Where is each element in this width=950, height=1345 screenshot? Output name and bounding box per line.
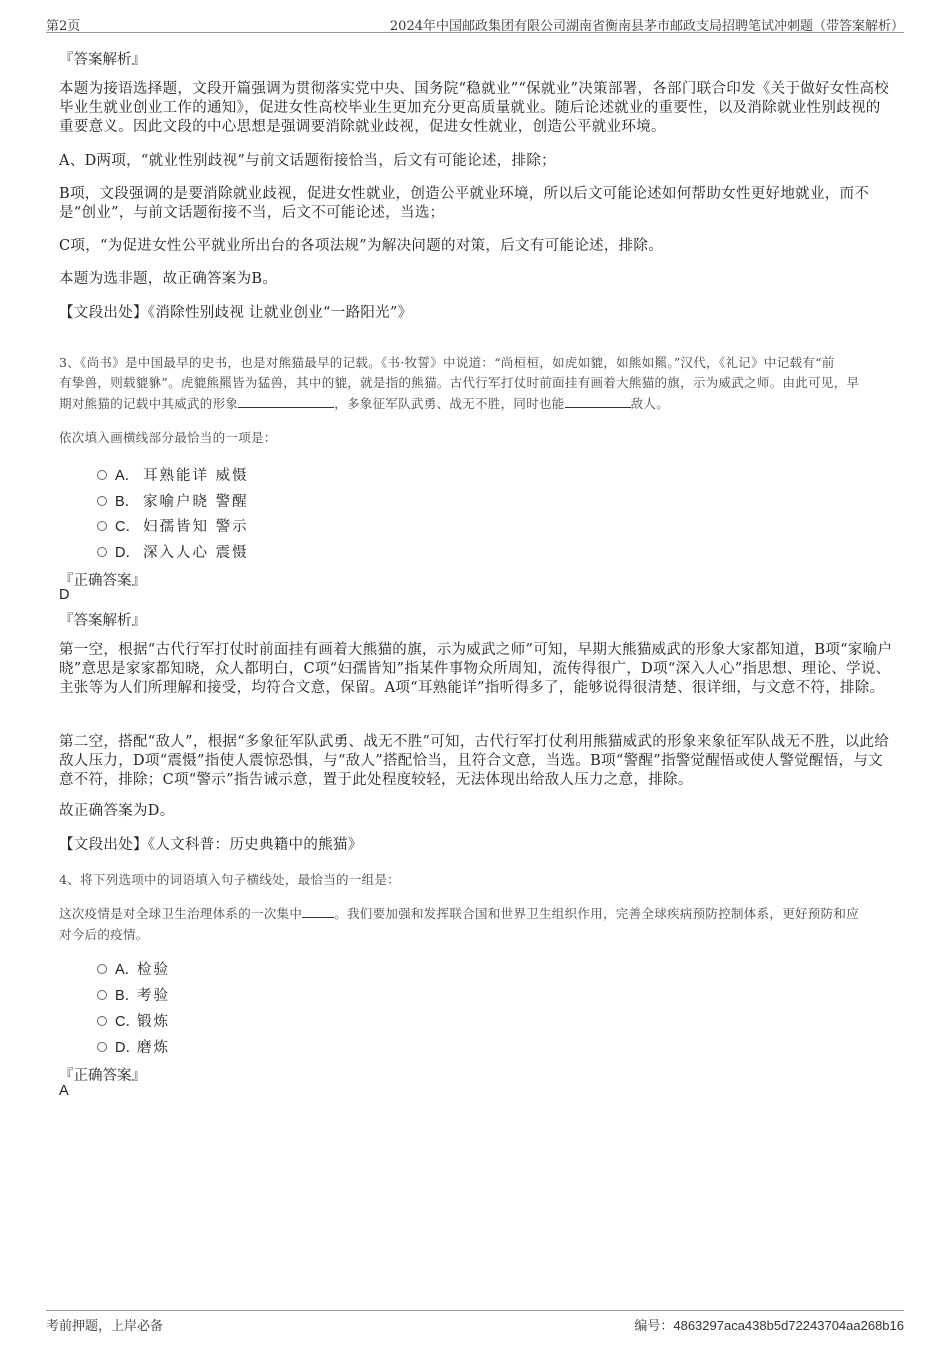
q2-analysis-para1: 本题为接语选择题，文段开篇强调为贯彻落实党中央、国务院“稳就业”“保就业”决策部署，各部门联合印发《关于做好女性高校毕业生就业创业工作的通知》，促进女性高校毕业生更加充分更高质量就业。随后论述就业的重要性，以及消除就业性别歧视的重要意义。因此文段的中心思想是强调要消除就业歧视，促进女性就业，创造公平就业环境。: [59, 81, 890, 135]
radio-icon[interactable]: [97, 470, 107, 480]
q3-option-a[interactable]: [97, 464, 249, 484]
q4-body-b: 。我们要加强和发挥联合国和世界卫生组织作用，完善全球疾病预防控制体系，更好预防和应: [334, 906, 860, 921]
q3-stem-line3-b: ，多象征军队武勇、战无不胜，同时也能: [334, 396, 565, 411]
page-footer: [46, 1310, 904, 1335]
q3-option-b[interactable]: [97, 490, 249, 510]
answer-blank-2: [565, 395, 631, 408]
q2-analysis-label: 『答案解析』: [59, 52, 146, 68]
option-text: 检验: [137, 962, 170, 978]
q4-option-a[interactable]: [97, 958, 170, 978]
radio-icon[interactable]: [97, 547, 107, 557]
option-text: 锻炼: [137, 1014, 170, 1030]
q3-analysis-para3: 故正确答案为D。: [59, 803, 175, 819]
q4-stem: 4、将下列选项中的词语填入句子横线处，最恰当的一组是：: [59, 872, 401, 887]
footer-code-label: 编号：: [634, 1319, 674, 1334]
option-text: 磨炼: [137, 1040, 170, 1056]
q3-stem-line2: 有挚兽，则载貔貅”。虎貔熊羆皆为猛兽，其中的貔，就是指的熊猫。古代行军打仗时前面挂有画着大熊猫的旗，示为威武之师。由此可见，早: [59, 375, 860, 390]
q4-body-line1: [59, 904, 899, 924]
q3-analysis-para1: 第一空，根据“古代行军打仗时前面挂有画着大熊猫的旗，示为威武之师”可知，早期大熊猫威武的形象大家都知道，B项“家喻户晓”意思是家家都知晓，众人都明白，C项“妇孺皆知”指某件事物众所周知，流传得很广，D项“深入人心”指思想、理论、学说、主张等为人们所理解和接受，均符合文意，保留。A项“耳熟能详”指听得多了，能够说得很清楚、很详细，与文意不符，排除。: [59, 642, 893, 696]
q3-option-c[interactable]: [97, 515, 249, 535]
q3-analysis-para2: 第二空，搭配“敌人”，根据“多象征军队武勇、战无不胜”可知，古代行军打仗利用熊猫威武的形象来象征军队战无不胜，以此给敌人压力，D项“震慑”指使人震惊恐惧，与“敌人”搭配恰当，且符合文意，当选。B项“警醒”指警觉醒悟或使人警觉醒悟，与文意不符，排除；C项“警示”指告诫示意，置于此处程度较轻，无法体现出给敌人压力之意，排除。: [59, 734, 890, 788]
q4-body-a: 这次疫情是对全球卫生治理体系的一次集中: [59, 906, 303, 921]
option-letter: B．: [115, 988, 140, 1004]
q3-stem-line3-a: 期对熊猫的记载中其威武的形象: [59, 396, 239, 411]
option-text: 妇孺皆知 警示: [143, 519, 249, 535]
q2-analysis-para2: A、D两项，“就业性别歧视”与前文话题衔接恰当，后文有可能论述，排除；: [59, 153, 556, 169]
q3-analysis-label: 『答案解析』: [59, 613, 146, 629]
q3-correct-label: 『正确答案』: [59, 573, 146, 589]
document-title: 2024年中国邮政集团有限公司湖南省衡南县茅市邮政支局招聘笔试冲刺题（带答案解析）: [389, 19, 904, 34]
option-letter: C．: [115, 1014, 140, 1030]
page-header: [46, 12, 904, 33]
radio-icon[interactable]: [97, 990, 107, 1000]
q4-option-b[interactable]: [97, 984, 170, 1004]
q2-analysis-para3: B项，文段强调的是要消除就业歧视，促进女性就业，创造公平就业环境，所以后文可能论述如何帮助女性更好地就业，而不是“创业”，与前文话题衔接不当，后文不可能论述，当选；: [59, 186, 870, 221]
radio-icon[interactable]: [97, 1042, 107, 1052]
option-letter: C．: [115, 519, 140, 535]
q2-analysis-para5: 本题为选非题，故正确答案为B。: [59, 271, 278, 287]
option-text: 耳熟能详 威慑: [143, 468, 249, 484]
radio-icon[interactable]: [97, 496, 107, 506]
footer-code: [634, 1315, 904, 1334]
footer-slogan: 考前押题，上岸必备: [46, 1319, 164, 1334]
option-letter: A．: [115, 468, 140, 484]
page-number: 第2页: [46, 19, 81, 34]
q2-analysis-para4: C项，“为促进女性公平就业所出台的各项法规”为解决问题的对策，后文有可能论述，排除。: [59, 238, 664, 254]
option-text: 深入人心 震慑: [143, 545, 249, 561]
radio-icon[interactable]: [97, 964, 107, 974]
option-text: 家喻户晓 警醒: [143, 494, 249, 510]
option-text: 考验: [137, 988, 170, 1004]
q4-body-line2: 对今后的疫情。: [59, 927, 149, 942]
q4-correct-label: 『正确答案』: [59, 1068, 146, 1084]
q4-correct-value: A: [59, 1083, 69, 1099]
q3-source: 【文段出处】《人文科普：历史典籍中的熊猫》: [59, 837, 363, 853]
option-letter: D．: [115, 545, 140, 561]
answer-blank-1: [238, 395, 334, 408]
radio-icon[interactable]: [97, 1016, 107, 1026]
q4-option-c[interactable]: [97, 1010, 170, 1030]
q3-correct-value: D: [59, 587, 70, 603]
q4-option-d[interactable]: [97, 1036, 170, 1056]
q3-instruction: 依次填入画横线部分最恰当的一项是：: [59, 430, 277, 445]
radio-icon[interactable]: [97, 521, 107, 531]
q3-stem-line3-c: 敌人。: [630, 396, 670, 411]
q3-stem-line3: [59, 394, 899, 414]
option-letter: A．: [115, 962, 140, 978]
q3-option-d[interactable]: [97, 541, 249, 561]
q3-stem-line1: 3、《尚书》是中国最早的史书，也是对熊猫最早的记载。《书·牧誓》中说道：“尚桓桓，如虎如貔，如熊如羆。”汉代，《礼记》中记载有“前: [59, 355, 835, 370]
option-letter: B．: [115, 494, 140, 510]
footer-code-value: 4863297aca438b5d72243704aa268b16: [673, 1318, 904, 1333]
answer-blank: [302, 905, 334, 918]
option-letter: D．: [115, 1040, 140, 1056]
q2-source: 【文段出处】《消除性别歧视 让就业创业“一路阳光”》: [59, 305, 413, 321]
